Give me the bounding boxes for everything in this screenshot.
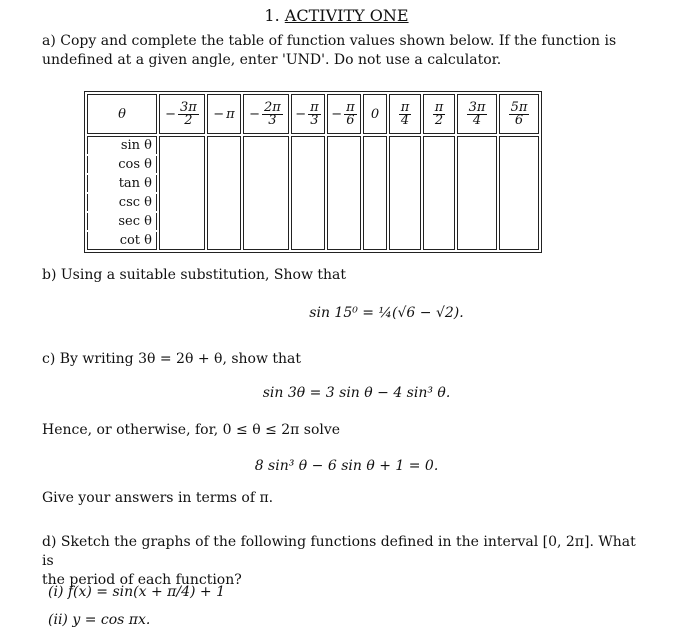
angle-fraction: $\frac{\pi}{3}$ xyxy=(310,99,319,128)
minus-sign: − xyxy=(165,106,177,122)
row-label: sin θ xyxy=(87,136,157,154)
angle-header xyxy=(159,94,205,134)
angle-header xyxy=(243,94,289,134)
angle-value: 0 xyxy=(370,106,380,122)
answer-cell[interactable] xyxy=(243,136,289,250)
row-label: cos θ xyxy=(87,156,157,173)
row-label: csc θ xyxy=(87,194,157,211)
part-d-line2: the period of each function? xyxy=(42,572,242,588)
angle-header xyxy=(389,94,421,134)
part-d-item-2: (ii) y = cos πx. xyxy=(48,612,151,628)
row-label: cot θ xyxy=(87,232,157,250)
angle-header xyxy=(291,94,325,134)
angle-fraction: $\frac{5\pi}{6}$ xyxy=(510,99,528,128)
angle-header xyxy=(457,94,497,134)
answer-cell[interactable] xyxy=(363,136,387,250)
angle-value: π xyxy=(226,106,235,122)
part-d-instructions xyxy=(42,533,642,590)
angle-header xyxy=(423,94,455,134)
part-a-line2: undefined at a given angle, enter 'UND'. Do not use a calculator. xyxy=(42,52,502,68)
angle-fraction: $\frac{2\pi}{3}$ xyxy=(264,99,281,128)
angle-fraction: $\frac{3\pi}{2}$ xyxy=(180,99,197,128)
part-a-instructions xyxy=(42,32,642,70)
part-c-answer-note: Give your answers in terms of π. xyxy=(42,490,274,506)
theta-header: θ xyxy=(87,94,157,134)
minus-sign: − xyxy=(213,106,225,122)
angle-fraction: $\frac{\pi}{6}$ xyxy=(346,99,355,128)
answer-cell[interactable] xyxy=(327,136,361,250)
part-b-equation: sin 15⁰ = ¼(√6 − √2). xyxy=(309,305,464,321)
answer-cell[interactable] xyxy=(423,136,455,250)
table-header-row xyxy=(87,94,539,134)
angle-header xyxy=(327,94,361,134)
part-d-line1: d) Sketch the graphs of the following functions defined in the interval [0, 2π]. What is xyxy=(42,534,636,569)
angle-fraction: $\frac{3\pi}{4}$ xyxy=(468,99,486,128)
function-values-table xyxy=(84,91,542,253)
part-c-identity: sin 3θ = 3 sin θ − 4 sin³ θ. xyxy=(262,385,451,401)
part-d-item-1: (i) f(x) = sin(x + π/4) + 1 xyxy=(48,584,225,600)
minus-sign: − xyxy=(249,106,261,122)
answer-cell[interactable] xyxy=(389,136,421,250)
answer-cell[interactable] xyxy=(499,136,539,250)
answer-cell[interactable] xyxy=(291,136,325,250)
activity-title xyxy=(0,6,673,25)
part-c-cubic-equation: 8 sin³ θ − 6 sin θ + 1 = 0. xyxy=(254,458,439,474)
angle-fraction: $\frac{\pi}{2}$ xyxy=(434,99,444,128)
part-b-text: b) Using a suitable substitution, Show that xyxy=(42,267,347,283)
activity-number: 1. xyxy=(264,6,280,25)
part-a-line1: a) Copy and complete the table of function values shown below. If the function is xyxy=(42,33,617,49)
angle-header xyxy=(499,94,539,134)
minus-sign: − xyxy=(295,106,307,122)
angle-header xyxy=(207,94,241,134)
row-label: sec θ xyxy=(87,213,157,230)
row-label: tan θ xyxy=(87,175,157,192)
activity-heading: ACTIVITY ONE xyxy=(284,6,409,25)
part-c-hence: Hence, or otherwise, for, 0 ≤ θ ≤ 2π solve xyxy=(42,422,341,438)
angle-header xyxy=(363,94,387,134)
table-row xyxy=(87,136,539,154)
part-c-text: c) By writing 3θ = 2θ + θ, show that xyxy=(42,351,302,367)
answer-cell[interactable] xyxy=(207,136,241,250)
angle-fraction: $\frac{\pi}{4}$ xyxy=(400,99,410,128)
answer-cell[interactable] xyxy=(457,136,497,250)
minus-sign: − xyxy=(331,106,343,122)
answer-cell[interactable] xyxy=(159,136,205,250)
